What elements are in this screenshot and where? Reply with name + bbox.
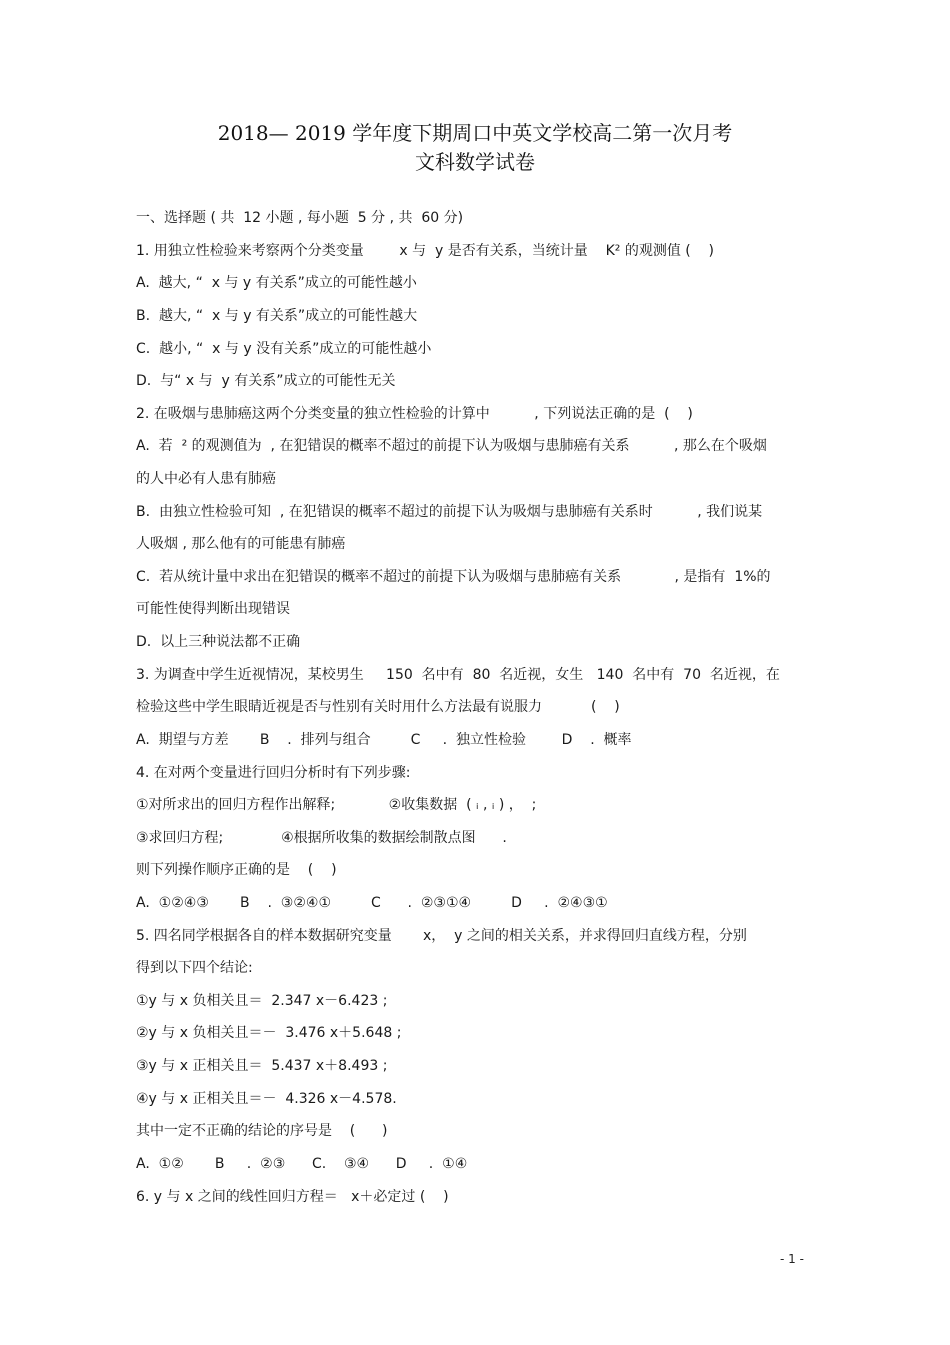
q2-option-b-cont: 人吸烟 , 那么他有的可能患有肺癌 [136,536,346,552]
question-1: 1. 用独立性检验来考察两个分类变量 x 与 y 是否有关系，当统计量 K² 的观测值 ( ) [136,243,714,259]
q5-conclusion-2: ②y 与 x 负相关且＝－ 3.476 x＋5.648 ; [136,1025,402,1041]
q2-option-a-cont: 的人中必有人患有肺癌 [136,471,276,487]
page-number: - 1 - [780,1252,804,1266]
q2-option-b: B. 由独立性检验可知 , 在犯错误的概率不超过的前提下认为吸烟与患肺癌有关系时 , 我们说某 [136,504,763,520]
q5-prompt: 其中一定不正确的结论的序号是 ( ) [136,1123,388,1139]
q1-option-d: D. 与“ x 与 y 有关系”成立的可能性无关 [136,373,396,389]
q2-option-a: A. 若 ² 的观测值为 , 在犯错误的概率不超过的前提下认为吸烟与患肺癌有关系 , 那么在个吸烟 [136,438,767,454]
question-4: 4. 在对两个变量进行回归分析时有下列步骤: [136,765,411,781]
q4-prompt: 则下列操作顺序正确的是 ( ) [136,862,337,878]
q1-option-a: A. 越大, “ x 与 y 有关系”成立的可能性越小 [136,275,417,291]
question-5-cont: 得到以下四个结论: [136,960,253,976]
question-6: 6. y 与 x 之间的线性回归方程＝ x＋必定过 ( ) [136,1189,449,1205]
question-3: 3. 为调查中学生近视情况，某校男生 150 名中有 80 名近视，女生 140 名中有 70 名近视，在 [136,667,780,683]
q2-option-d: D. 以上三种说法都不正确 [136,634,301,650]
q2-option-c-cont: 可能性使得判断出现错误 [136,601,290,617]
q2-option-c: C. 若从统计量中求出在犯错误的概率不超过的前提下认为吸烟与患肺癌有关系 , 是指有 1%的 [136,569,771,585]
q4-options: A. ①②④③ B . ③②④① C . ②③①④ D . ②④③① [136,895,608,911]
q3-options: A. 期望与方差 B . 排列与组合 C . 独立性检验 D . 概率 [136,732,632,748]
exam-title: 2018— 2019 学年度下期周口中英文学校高二第一次月考 [217,121,733,145]
question-3-cont: 检验这些中学生眼睛近视是否与性别有关时用什么方法最有说服力 ( ) [136,699,620,715]
question-2: 2. 在吸烟与患肺癌这两个分类变量的独立性检验的计算中 , 下列说法正确的是 ( ) [136,406,693,422]
q5-conclusion-3: ③y 与 x 正相关且＝ 5.437 x＋8.493 ; [136,1058,388,1074]
q5-options: A. ①② B . ②③ C. ③④ D . ①④ [136,1156,468,1172]
q4-steps-1: ①对所求出的回归方程作出解释; ②收集数据 ( ᵢ , ᵢ ) ， ; [136,797,537,813]
question-5: 5. 四名同学根据各自的样本数据研究变量 x， y 之间的相关关系，并求得回归直线方程，分别 [136,928,747,944]
q4-steps-2: ③求回归方程; ④根据所收集的数据绘制散点图 . [136,830,507,846]
q1-option-c: C. 越小, “ x 与 y 没有关系”成立的可能性越小 [136,341,432,357]
q5-conclusion-4: ④y 与 x 正相关且＝－ 4.326 x－4.578. [136,1091,397,1107]
q1-option-b: B. 越大, “ x 与 y 有关系”成立的可能性越大 [136,308,418,324]
q5-conclusion-1: ①y 与 x 负相关且＝ 2.347 x－6.423 ; [136,993,388,1009]
section-heading: 一、选择题 ( 共 12 小题 , 每小题 5 分 , 共 60 分) [136,210,464,226]
exam-subtitle: 文科数学试卷 [415,150,535,174]
